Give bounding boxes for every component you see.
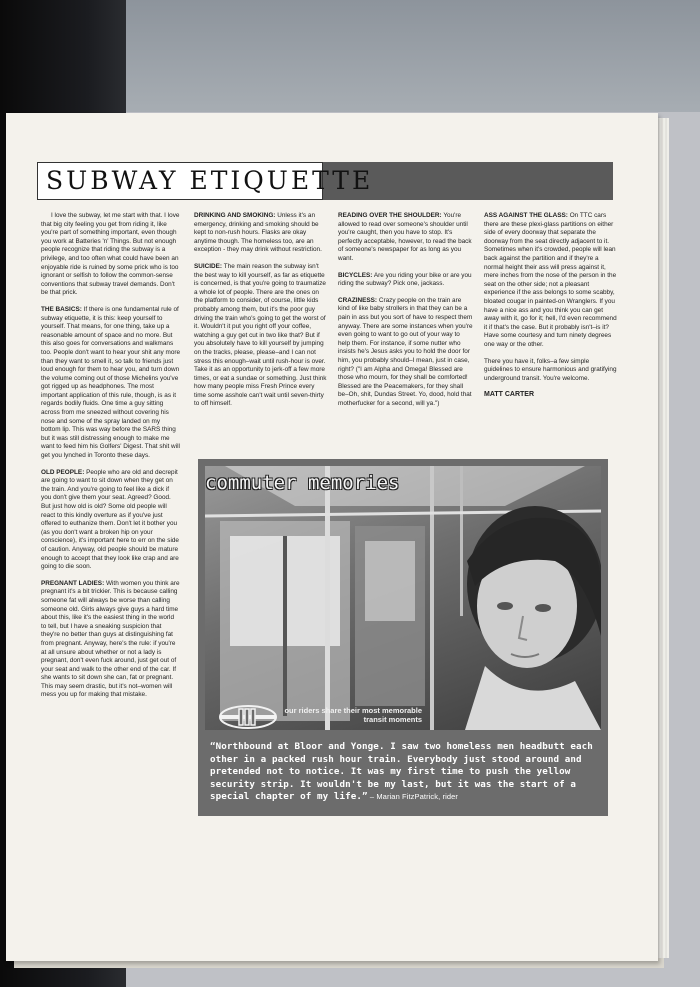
- article-column-4: [484, 212, 617, 408]
- bicycles-heading: BICYCLES:: [338, 271, 373, 279]
- rider-quote: [210, 741, 600, 804]
- subway-photo: [205, 466, 601, 730]
- suicide-heading: SUICIDE:: [194, 262, 223, 270]
- quote-attribution: – Marian FitzPatrick, rider: [367, 792, 459, 802]
- old-people-paragraph: [41, 469, 181, 572]
- craziness-paragraph: [338, 297, 473, 409]
- commuter-memories-label: commuter memories: [205, 472, 400, 494]
- author-byline: MATT CARTER: [484, 391, 535, 399]
- reading-heading: READING OVER THE SHOULDER:: [338, 212, 442, 219]
- scanner-background-top: [126, 0, 700, 112]
- reading-text: You're allowed to read over someone's shoulder until you're caught, then you have to stop. It's perfectly acceptable, however, to read the back of someone's newspaper for as long as you want.: [338, 212, 472, 262]
- craziness-heading: CRAZINESS:: [338, 296, 378, 304]
- bicycles-text: Are you riding your bike or are you riding the subway? Pick one, jackass.: [338, 271, 472, 288]
- drinking-paragraph: [194, 212, 327, 255]
- article-column-2: [194, 212, 327, 417]
- ass-glass-heading: ASS AGAINST THE GLASS:: [484, 212, 568, 219]
- old-people-heading: OLD PEOPLE:: [41, 468, 85, 476]
- reading-paragraph: [338, 212, 473, 264]
- article-column-3: [338, 212, 473, 416]
- article-column-1: [41, 212, 181, 708]
- suicide-text: The main reason the subway isn't the best way to kill yourself, as far as etiquette is concerned, is that you're going to traumatize a whole lot of people. There are the ones on the platform to consider, of course, little kids probably among them, but it's the poor guy driving the train who's going to get the worst of it. Wouldn't it put you right off your coffee, watching a guy get cut in two like that? But if you absolutely have to kill yourself by jumping on the tracks, please, please–and I can not stress this enough–wait until rush-hour is over. Take it as an opportunity to jerk-off a few more times, or eat a sundae or something. Just think how many people miss Fresh Prince every time some asshole can't wait until seven-thirty to off himself.: [194, 262, 327, 408]
- old-people-text: People who are old and decrepit are going to want to sit down when they get on the train. And you're going to feel like a dick if you don't give them your seat. Agreed? Good. But just how old is old? Some old people will react to this kindly overture as if you've just offered to euthanize them. Don't let it bother you (as you don't want a broken hip on your conscience), it's important here to err on the side of caution. Anyway, old people should be mature enough to accept that they look like crap and are going to die soon.: [41, 468, 179, 571]
- craziness-text: Crazy people on the train are kind of like baby strollers in that they can be a pain in ass but you sort of have to respect them anyway. There are some instances when you're even going to want to go out of your way to help them. For instance, if some nutter who insists he's Jesus asks you to hold the door for him, you probably should–I mean, just in case, right? ("I am Alpha and Omega! Blessed are those who mourn, for they shall be comforted! Blessed are the Peacemakers, for they shall be–Oh, shit, Dundas Street. Yo, dood, hold that motherfucker for a second, will ya."): [338, 296, 473, 407]
- article-title: SUBWAY ETIQUETTE: [46, 166, 374, 195]
- closing-paragraph: There you have it, folks–a few simple guidelines to ensure harmonious and gratifying underground transit. You're welcome.: [484, 357, 617, 382]
- pregnant-heading: PREGNANT LADIES:: [41, 579, 105, 587]
- basics-paragraph: [41, 306, 181, 461]
- intro-paragraph: I love the subway, let me start with that. I love that big city feeling you get from riding it, like you're part of something important, even though you work at Batteries 'n' Things. But not enough people recognize that riding the subway is a privilege, and too often what could have been an enjoyable ride is ruined by some prick who is too ignorant or selfish to follow the common-sense conventions that subway travel demands. Don't be that prick.: [41, 212, 180, 297]
- riders-caption: our riders share their most memorable transit moments: [284, 706, 422, 724]
- drinking-heading: DRINKING AND SMOKING:: [194, 212, 276, 219]
- bicycles-paragraph: [338, 272, 473, 289]
- subway-car-illustration: [205, 466, 601, 730]
- ttc-logo-icon: [218, 704, 278, 730]
- basics-heading: THE BASICS:: [41, 305, 82, 313]
- pregnant-paragraph: [41, 580, 181, 700]
- basics-text: If there is one fundamental rule of subway etiquette, it is this: keep yourself to yourself. That means, for one thing, take up a reasonable amount of space and no more. But this also goes for conversations and walkmans too. People don't want to hear your shit any more than they want to smell it, so talk to friends just loud enough for them to hear you, and turn down the volume coming out of those Michelins you've got rigged up as headphones. The most important application of this rule, though, is as it regards bodily fluids. One time a guy sitting across from me sneezed without covering his nose and some of the spray landed on my bottom lip. This was way before the SARS thing but it was still distressing enough to make me want to feed him his Golfers' Digest. That shit will get you lynched in Toronto these days.: [41, 305, 181, 460]
- ass-glass-paragraph: [484, 212, 617, 350]
- drinking-text: Unless it's an emergency, drinking and smoking should be kept to non-rush hours. Flasks are okay anytime though. The homeless too, are an exception - they may drink without restriction.: [194, 212, 322, 254]
- quote-text: “Northbound at Bloor and Yonge. I saw two homeless men headbutt each other in a packed rush hour train. Everybody just stood around and pretended not to notice. It was my first time to push the yellow security strip. It wouldn't be my last, but it was the start of a special chapter of my life.”: [210, 741, 593, 803]
- ass-glass-text: On TTC cars there are these plexi-glass partitions on either side of every doorway that separate the doorway from the seat directly adjacent to it. Sometimes when it's crowded, people will lean back against the partition and if they're a normal height their ass will press against it, mere inches from the nose of the person in the seat on the other side; not a pleasant experience if the ass belongs to some scabby, bloated cougar in painted-on Wranglers. If you have a nice ass and you think you can get away with it, go for it; hell, I'd even recommend it if that's the case. But it probably isn't–is it? Have some courtesy and turn ninety degrees one way or the other.: [484, 212, 617, 348]
- suicide-paragraph: [194, 263, 327, 409]
- pregnant-text: With women you think are pregnant it's a bit trickier. This is because calling someone fat will always be worse than calling someone old. Girls always give guys a hard time about this, like it's the easiest thing in the world to tell, but I have a sneaking suspicion that they're no better than guys at distinguishing fat from pregnant. Anyway, here's the rule: if you're at all unsure about whether or not a lady is pregnant, don't even fuck around, just get out of your seat and walk to the other end of the car. If she wants to sit down she can, fat or pregnant. This may seem drastic, but it's not–women will mess you up for making that mistake.: [41, 579, 180, 699]
